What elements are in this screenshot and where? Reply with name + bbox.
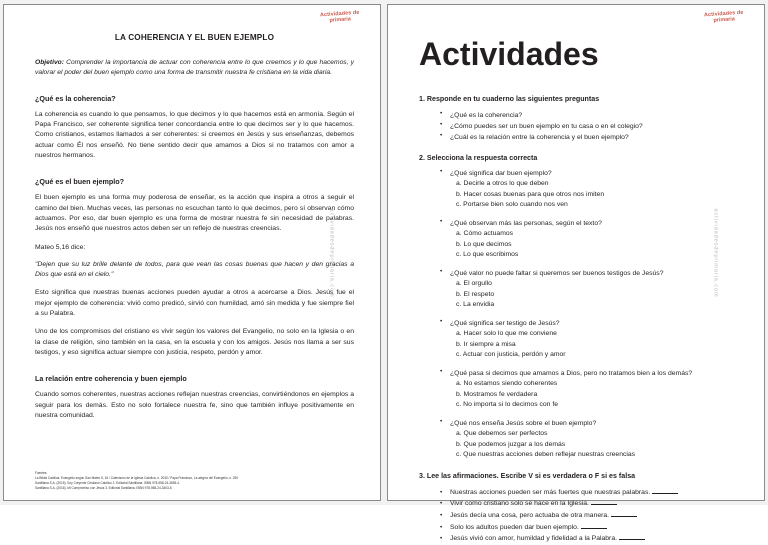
list-item: • ¿Cuál es la relación entre la coherencia y el buen ejemplo? [440,132,738,143]
mcq-option[interactable]: c. Portarse bien solo cuando nos ven [456,201,568,209]
scripture-citation: Mateo 5,16 dice: [35,243,86,251]
mcq-option[interactable]: a. Hacer solo lo que me conviene [456,329,557,337]
activity-2-heading: 2. Selecciona la respuesta correcta [419,153,538,162]
logo-line-2: primaria [713,16,736,24]
mcq-option[interactable]: c. Lo que escribimos [456,251,519,259]
scripture-quote: "Dejen que su luz brille delante de todos, para que vean las cosas buenas que hacen y den gracias a Dios que está en el cielo." [35,260,354,279]
right-page [387,4,765,543]
mcq-question: • ¿Qué observan más las personas, según el texto? [450,219,602,227]
answer-blank[interactable] [619,539,645,540]
list-item [440,487,738,499]
logo-line-2: primaria [329,16,352,24]
mcq-item [440,219,738,261]
sources-label: Fuentes: [35,470,48,475]
left-page-content [4,5,380,500]
section-paragraph-significado: Esto significa que nuestras buenas acciones pueden ayudar a otros a acercarse a Dios. Jesús fue el mejor ejemplo de coherencia: vivió como predicó, sirvió con humildad, amó sin medida y fue siempre fiel a su Palabra. [35,289,354,317]
section-paragraph-coherencia: La coherencia es cuando lo que pensamos, lo que decimos y lo que hacemos está en armonía. Según el Papa Francisco, ser coherente significa tener concordancia entre lo que decimos ser y lo que hacemos. Como cristianos, estamos llamados a ser coherentes: si creemos en Jesús y sus enseñanzas, debemos actuar como Él nos enseñó. No tiene sentido decir que amamos a Dios si no tratamos con amor a nuestros hermanos. [35,110,354,160]
mcq-option[interactable]: c. No importa si lo decimos con fe [456,401,558,409]
logo-line-1: Actividades de [703,9,744,19]
mcq-question: • ¿Qué significa dar buen ejemplo? [450,169,552,177]
activity-1-heading: 1. Responde en tu cuaderno las siguientes preguntas [419,94,600,103]
source-line: La Biblia Católica: Evangelio según San Mateo 5, 16 / Catecismo de la Iglesia Católica, n. 2030 / Papa Francisco, La alegría del Evangelio, n. 259 [35,475,239,480]
mcq-option[interactable]: c. Que nuestras acciones deben reflejar nuestras creencias [456,451,636,459]
statement-text: Jesús vivió con amor, humildad y fidelidad a la Palabra. [450,535,617,543]
objective-block [35,58,354,78]
activity-3-heading: 3. Lee las afirmaciones. Escribe V si es verdadera o F si es falsa [419,471,636,480]
list-item: • ¿Qué es la coherencia? [440,110,738,121]
mcq-item [440,169,738,211]
activities-title: Actividades [419,36,599,73]
answer-blank[interactable] [611,516,637,517]
activity-2-list [419,169,738,461]
source-line: Santillana S.A. (2016). Mi Compromiso con Jesús 3. Editorial Santillana. ISBN 978-958-24-3403-5. [35,485,173,490]
activity-1-list [419,110,738,143]
answer-blank[interactable] [581,528,607,529]
mcq-option[interactable]: a. No estamos siendo coherentes [456,379,558,387]
section-heading-buen-ejemplo: ¿Qué es el buen ejemplo? [35,177,125,187]
mcq-item [440,369,738,411]
mcq-option[interactable]: a. Decirle a otros lo que deben [456,180,549,188]
mcq-option[interactable]: b. Lo que decimos [456,240,512,248]
list-item: • ¿Cómo puedes ser un buen ejemplo en tu casa o en el colegio? [440,121,738,132]
section-paragraph-compromisos: Uno de los compromisos del cristiano es vivir según los valores del Evangelio, no solo en la Iglesia o en la clase de religión, sino también en la casa, en la escuela y con los amigos. Jesús nos llama a ser sus testigos, y eso significa actuar siempre con justicia, respeto, perdón y amor. [35,328,354,356]
actividades-de-primaria-logo [693,9,756,26]
right-page-content [388,5,764,543]
section-paragraph-buen-ejemplo: El buen ejemplo es una forma muy poderosa de enseñar, es la acción que inspira a otros a seguir el camino del bien. Muchas veces, las personas no escuchan tanto lo que decimos, pero sí observan cómo actuamos. Por eso, dar buen ejemplo es una forma de mostrar nuestra fe sin necesidad de palabras. Jesús nos enseñó que nuestros actos deben ser un reflejo de nuestras creencias. [35,194,354,233]
side-watermark: actividadesdeprimaria.com [328,207,335,298]
mcq-question: • ¿Qué pasa si decimos que amamos a Dios, pero no tratamos bien a los demás? [450,369,693,377]
list-item [440,498,738,510]
statement-text: Solo los adultos pueden dar buen ejemplo. [450,523,579,531]
objective-label: Objetivo: [35,59,64,66]
mcq-question: • ¿Qué significa ser testigo de Jesús? [450,319,560,327]
mcq-option[interactable]: b. Hacer cosas buenas para que otros nos imiten [456,190,605,198]
mcq-item [440,319,738,361]
mcq-question: • ¿Qué nos enseña Jesús sobre el buen ejemplo? [450,419,597,427]
source-line: Santillana S.A. (2015). Soy Creyente Cristiano Católico 2. Editorial Santillana. ISBN 978-958-24-3655-4. [35,480,180,485]
statement-text: Jesús decía una cosa, pero actuaba de otra manera. [450,512,610,520]
section-paragraph-relacion: Cuando somos coherentes, nuestras acciones reflejan nuestras creencias, convirtiéndonos en ejemplos a seguir para los demás. Esto no solo fortalece nuestra fe, sino que también influye positivamente en nuestra comunidad. [35,391,354,419]
section-heading-coherencia: ¿Qué es la coherencia? [35,93,116,103]
list-item [440,522,738,534]
list-item [440,533,738,545]
statement-text: Vivir como cristiano solo se hace en la Iglesia. [450,500,589,508]
side-watermark: actividadesdeprimaria.com [712,207,719,298]
section-heading-relacion: La relación entre coherencia y buen ejemplo [35,374,187,384]
mcq-option[interactable]: a. Que debemos ser perfectos [456,429,548,437]
logo-line-1: Actividades de [319,9,360,19]
objective-text: Comprender la importancia de actuar con coherencia entre lo que creemos y lo que hacemos, y valorar el poder del buen ejemplo como una forma de transmitir nuestra fe cristiana en la vida diaria. [35,59,354,76]
actividades-de-primaria-logo [309,9,372,26]
mcq-option[interactable]: a. El orgullo [456,280,492,287]
mcq-option[interactable]: b. El respeto [456,290,495,298]
mcq-item [440,419,738,461]
mcq-option[interactable]: c. Actuar con justicia, perdón y amor [456,351,566,359]
mcq-item [440,269,738,311]
mcq-option[interactable]: b. Mostramos fe verdadera [456,390,538,398]
list-item [440,510,738,522]
statement-text: Nuestras acciones pueden ser más fuertes que nuestras palabras. [450,488,651,496]
left-page [3,4,381,501]
answer-blank[interactable] [591,504,617,505]
mcq-option[interactable]: c. La envidia [456,301,495,309]
mcq-option[interactable]: a. Cómo actuamos [456,230,514,238]
answer-blank[interactable] [652,493,678,494]
mcq-question: • ¿Qué valor no puede faltar si queremos ser buenos testigos de Jesús? [450,269,664,277]
sources-block [35,471,354,491]
mcq-option[interactable]: b. Que podemos juzgar a los demás [456,440,566,448]
page-title: LA COHERENCIA Y EL BUEN EJEMPLO [114,33,275,42]
activity-3-list [419,487,738,545]
mcq-option[interactable]: b. Ir siempre a misa [456,340,516,348]
